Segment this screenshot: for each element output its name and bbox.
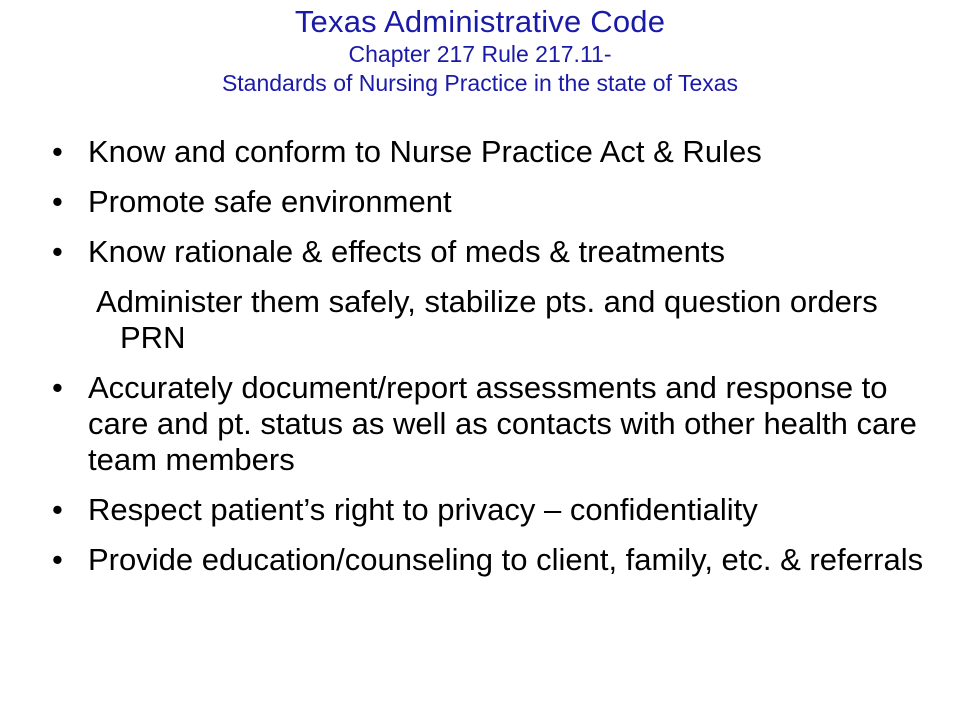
list-item-text: Provide education/counseling to client, family, etc. & referrals xyxy=(88,542,924,577)
list-item-text: Administer them safely, stabilize pts. and question orders PRN xyxy=(96,284,878,355)
bullet-icon: • xyxy=(52,134,63,169)
bullet-icon: • xyxy=(52,542,63,577)
bullet-icon: • xyxy=(52,184,63,219)
list-item-text: Promote safe environment xyxy=(88,184,452,219)
list-item-text: Accurately document/report assessments and response to care and pt. status as well as contacts with other health care team members xyxy=(88,370,917,477)
list-item-text: Know rationale & effects of meds & treatments xyxy=(88,234,725,269)
list-item xyxy=(52,542,932,578)
slide-title xyxy=(0,4,960,98)
list-item xyxy=(52,370,932,478)
bullet-icon: • xyxy=(52,234,63,269)
list-item-text: Know and conform to Nurse Practice Act & Rules xyxy=(88,134,762,169)
title-chapter: Chapter 217 Rule 217.11- xyxy=(348,41,612,67)
list-item xyxy=(52,134,932,170)
title-main: Texas Administrative Code xyxy=(294,4,666,39)
list-item xyxy=(52,492,932,528)
bullet-icon: • xyxy=(52,370,63,405)
bullet-list xyxy=(52,134,932,592)
list-item xyxy=(52,184,932,220)
list-item-text: Respect patient’s right to privacy – confidentiality xyxy=(88,492,758,527)
list-item-continuation xyxy=(52,284,932,356)
bullet-icon: • xyxy=(52,492,63,527)
title-subtitle: Standards of Nursing Practice in the state of Texas xyxy=(221,70,739,96)
list-item xyxy=(52,234,932,270)
